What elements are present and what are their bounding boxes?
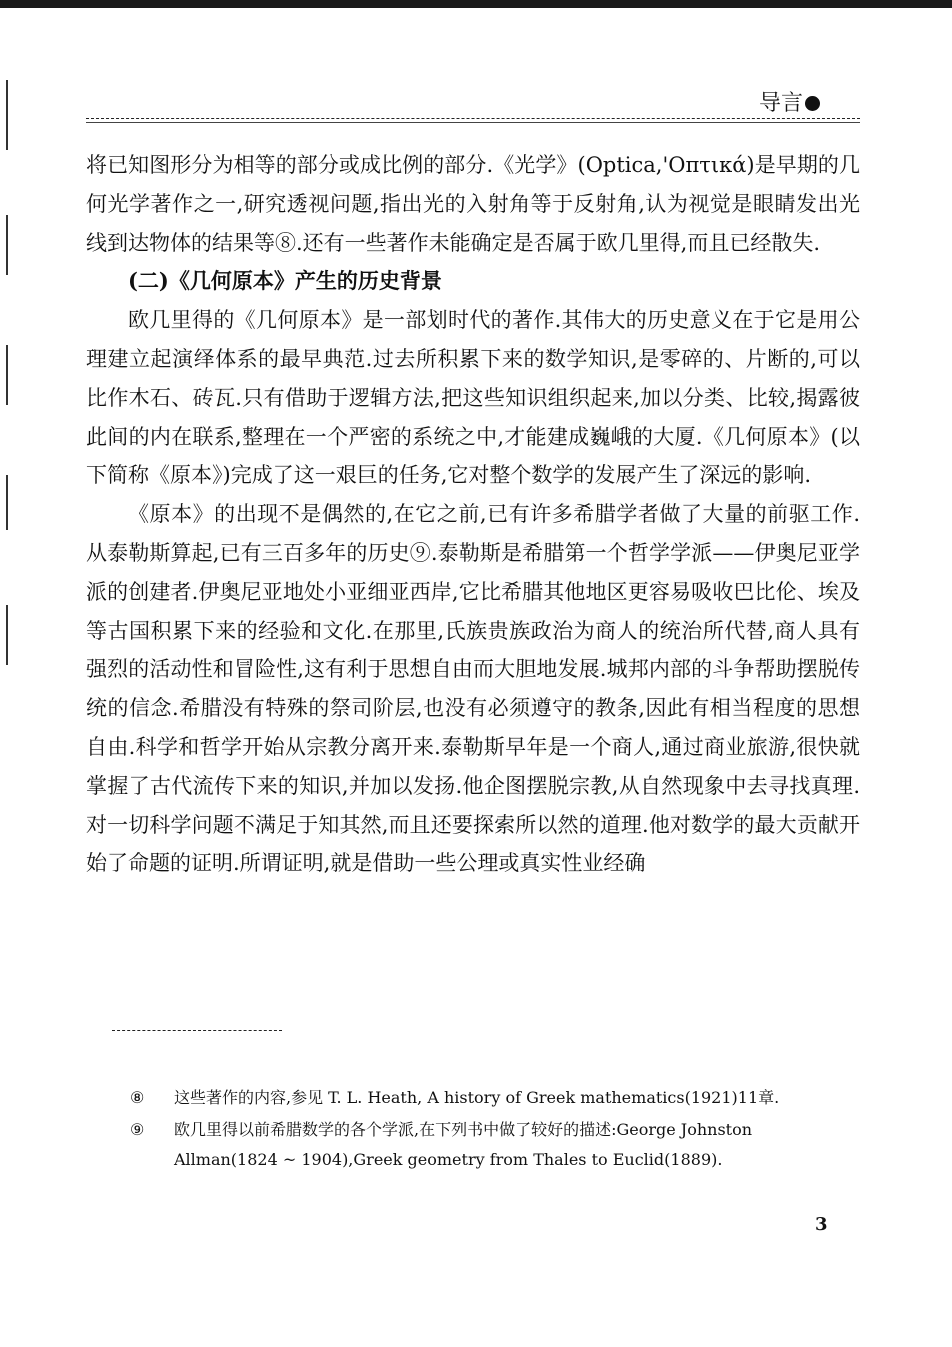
page-number: 3: [815, 1214, 828, 1235]
scan-mark: [6, 345, 8, 405]
footnote-text: 这些著作的内容,参见 T. L. Heath, A history of Greek mathematics(1921)11章.: [174, 1088, 780, 1107]
bullet-icon: [805, 96, 820, 111]
footnote-separator: [112, 1030, 282, 1031]
scan-mark: [6, 80, 8, 150]
section-heading: (二)《几何原本》产生的历史背景: [128, 268, 442, 294]
running-title: 导言: [758, 91, 803, 116]
footnote-marker: ⑧: [130, 1088, 145, 1107]
footnote: [86, 1083, 860, 1113]
header-rule: [86, 118, 860, 119]
header-rule: [86, 122, 860, 123]
scan-mark: [6, 215, 8, 275]
body-text: [86, 146, 860, 883]
paragraph: 将已知图形分为相等的部分或成比例的部分.《光学》(Optica,'Οπτικά)是早期的几何光学著作之一,研究透视问题,指出光的入射角等于反射角,认为视觉是眼睛发出光线到达物体的结果等⑧.还有一些著作未能确定是否属于欧几里得,而且已经散失.: [86, 153, 860, 255]
paragraph: 欧几里得的《几何原本》是一部划时代的著作.其伟大的历史意义在于它是用公理建立起演绎体系的最早典范.过去所积累下来的数学知识,是零碎的、片断的,可以比作木石、砖瓦.只有借助于逻辑方法,把这些知识组织起来,加以分类、比较,揭露彼此间的内在联系,整理在一个严密的系统之中,才能建成巍峨的大厦.《几何原本》(以下简称《原本》)完成了这一艰巨的任务,它对整个数学的发展产生了深远的影响.: [86, 308, 860, 488]
scan-mark: [6, 475, 8, 530]
paragraph: 《原本》的出现不是偶然的,在它之前,已有许多希腊学者做了大量的前驱工作.从泰勒斯算起,已有三百多年的历史⑨.泰勒斯是希腊第一个哲学学派——伊奥尼亚学派的创建者.伊奥尼亚地处小亚细亚西岸,它比希腊其他地区更容易吸收巴比伦、埃及等古国积累下来的经验和文化.在那里,氏族贵族政治为商人的统治所代替,商人具有强烈的活动性和冒险性,这有利于思想自由而大胆地发展.城邦内部的斗争帮助摆脱传统的信念.希腊没有特殊的祭司阶层,也没有必须遵守的教条,因此有相当程度的思想自由.科学和哲学开始从宗教分离开来.泰勒斯早年是一个商人,通过商业旅游,很快就掌握了古代流传下来的知识,并加以发扬.他企图摆脱宗教,从自然现象中去寻找真理.对一切科学问题不满足于知其然,而且还要探索所以然的道理.他对数学的最大贡献开始了命题的证明.所谓证明,就是借助一些公理或真实性业经确: [86, 502, 860, 876]
footnote: [86, 1115, 860, 1175]
top-scan-border: [0, 0, 952, 8]
scan-mark: [6, 605, 8, 665]
running-header: [759, 86, 820, 117]
footnote-marker: ⑨: [130, 1120, 145, 1139]
footnote-text: 欧几里得以前希腊数学的各个学派,在下列书中做了较好的描述:George Johnston Allman(1824 ~ 1904),Greek geometry from Thales to Euclid(1889).: [174, 1120, 753, 1169]
footnotes: [86, 1083, 860, 1177]
